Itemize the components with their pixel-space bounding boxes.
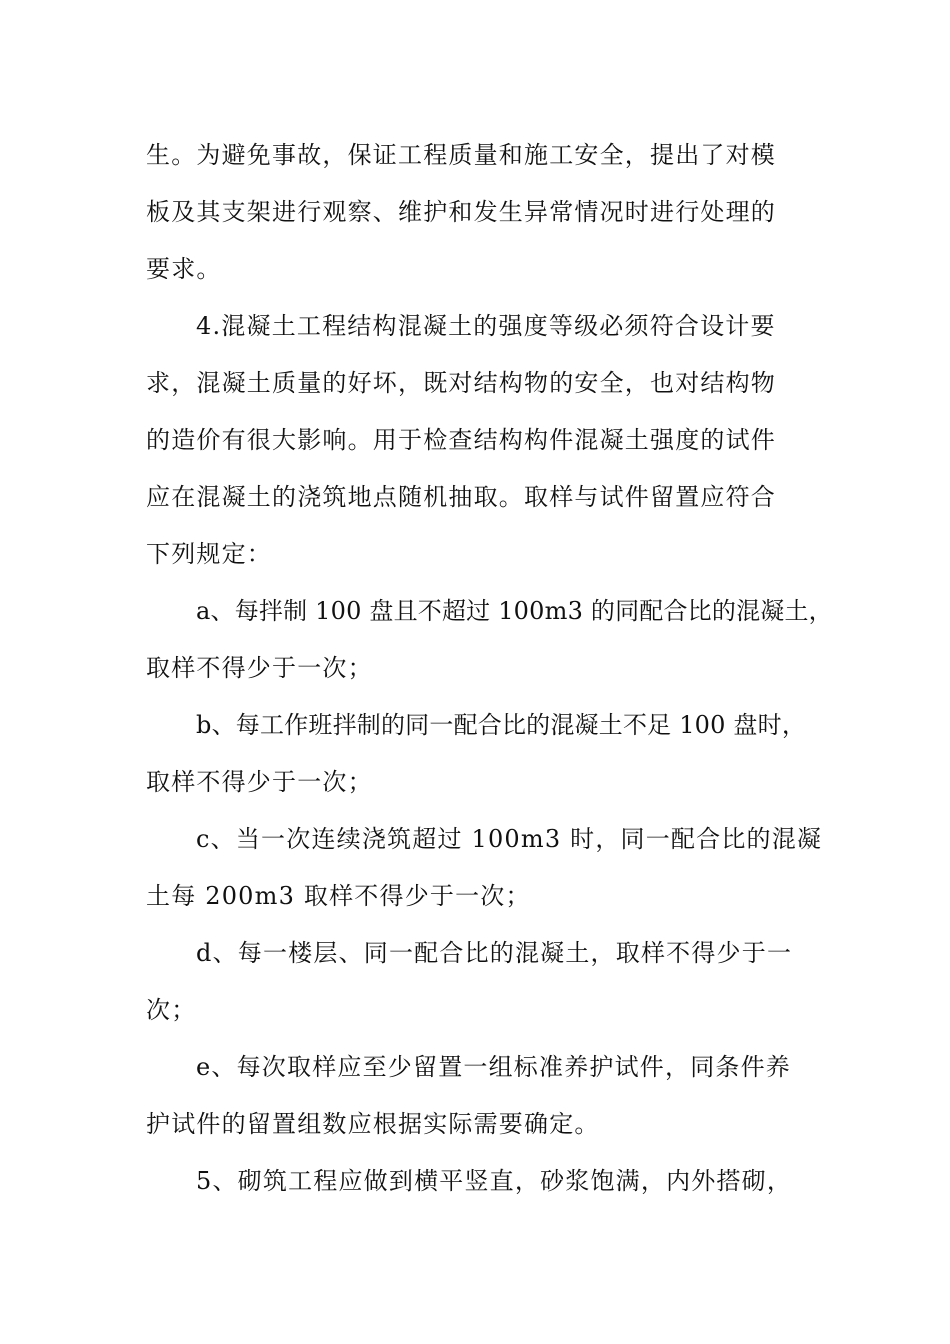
text-line: 生。为避免事故，保证工程质量和施工安全，提出了对模 <box>146 141 776 169</box>
list-item-c: c、当一次连续浇筑超过 100m3 时，同一配合比的混凝 <box>196 825 823 853</box>
text-line: 次； <box>146 996 197 1024</box>
list-item-e: e、每次取样应至少留置一组标准养护试件，同条件养 <box>196 1053 792 1081</box>
text-line: 应在混凝土的浇筑地点随机抽取。取样与试件留置应符合 <box>146 483 776 511</box>
text-line: 取样不得少于一次； <box>146 654 373 682</box>
document-body <box>146 127 833 1210</box>
section-heading-5: 5、砌筑工程应做到横平竖直，砂浆饱满，内外搭砌， <box>196 1167 793 1195</box>
list-item-a: a、每拌制 100 盘且不超过 100m3 的同配合比的混凝土， <box>196 597 833 625</box>
list-item-d: d、每一楼层、同一配合比的混凝土，取样不得少于一 <box>196 939 793 967</box>
list-item-b: b、每工作班拌制的同一配合比的混凝土不足 100 盘时， <box>196 711 807 739</box>
text-line: 要求。 <box>146 255 222 283</box>
text-line: 取样不得少于一次； <box>146 768 373 796</box>
text-line: 求，混凝土质量的好坏，既对结构物的安全，也对结构物 <box>146 369 776 397</box>
text-line: 护试件的留置组数应根据实际需要确定。 <box>146 1110 600 1138</box>
text-line: 板及其支架进行观察、维护和发生异常情况时进行处理的 <box>146 198 776 226</box>
text-line: 的造价有很大影响。用于检查结构构件混凝土强度的试件 <box>146 426 776 454</box>
text-line: 下列规定： <box>146 540 272 568</box>
section-heading-4: 4.混凝土工程结构混凝土的强度等级必须符合设计要 <box>196 312 776 340</box>
text-line: 土每 200m3 取样不得少于一次； <box>146 882 531 910</box>
